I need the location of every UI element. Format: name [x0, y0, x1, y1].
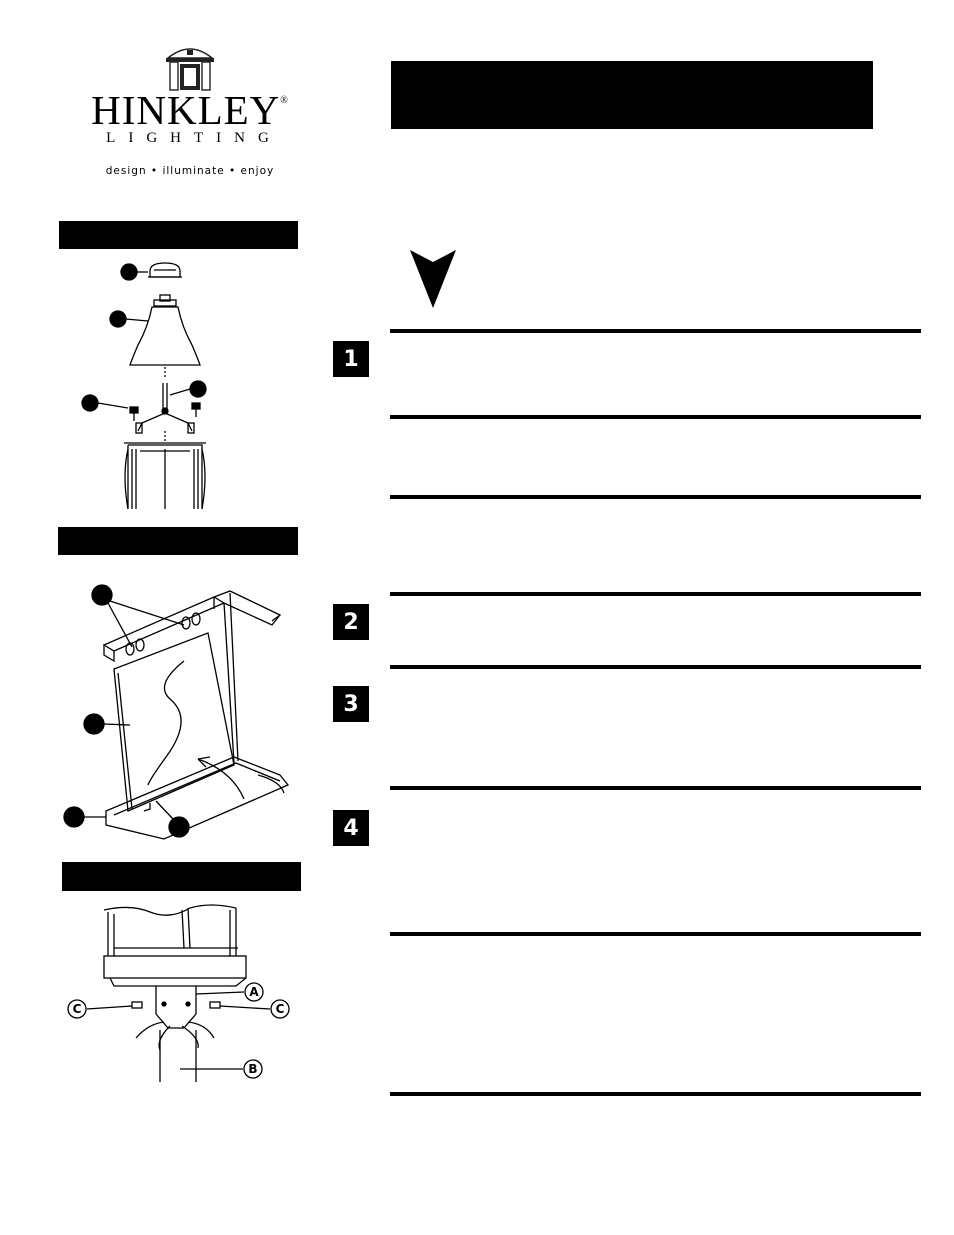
rule-3: [390, 495, 921, 499]
callout-dot-frame-left: [64, 807, 84, 827]
section-bar-3: [62, 862, 301, 891]
title-bar: [391, 61, 873, 129]
diagram-lantern-top-exploded: [70, 255, 310, 515]
callout-dot-clips: [92, 585, 112, 605]
callout-label-b: B: [248, 1062, 258, 1076]
rule-5: [390, 665, 921, 669]
callout-label-c-right: C: [275, 1002, 285, 1016]
rule-2: [390, 415, 921, 419]
callout-dot-panel: [84, 714, 104, 734]
rule-4: [390, 592, 921, 596]
warning-arrow-icon: [410, 246, 456, 308]
rule-6: [390, 786, 921, 790]
step-badge-4: 4: [333, 810, 369, 846]
rule-8: [390, 1092, 921, 1096]
rule-7: [390, 932, 921, 936]
brand-name: HINKLEY®: [91, 87, 289, 133]
callout-label-c-left: C: [72, 1002, 82, 1016]
callout-dot-screw-left: [82, 395, 98, 411]
callout-dot-finial: [121, 264, 137, 280]
diagram-post-mount: [60, 898, 310, 1088]
callout-dot-bracket: [190, 381, 206, 397]
section-bar-1: [59, 221, 298, 249]
step-badge-2: 2: [333, 604, 369, 640]
brand-tagline: design • illuminate • enjoy: [105, 165, 275, 177]
callout-dot-shade: [110, 311, 126, 327]
rule-1: [390, 329, 921, 333]
step-badge-1: 1: [333, 341, 369, 377]
section-bar-2: [58, 527, 298, 555]
brand-subline: LIGHTING: [106, 130, 282, 146]
hinkley-dome-logo-icon: [160, 44, 220, 92]
callout-label-a: A: [249, 985, 259, 999]
diagram-glass-panel-insertion: [58, 575, 308, 845]
step-badge-3: 3: [333, 686, 369, 722]
callout-dot-frame-bottom: [169, 817, 189, 837]
